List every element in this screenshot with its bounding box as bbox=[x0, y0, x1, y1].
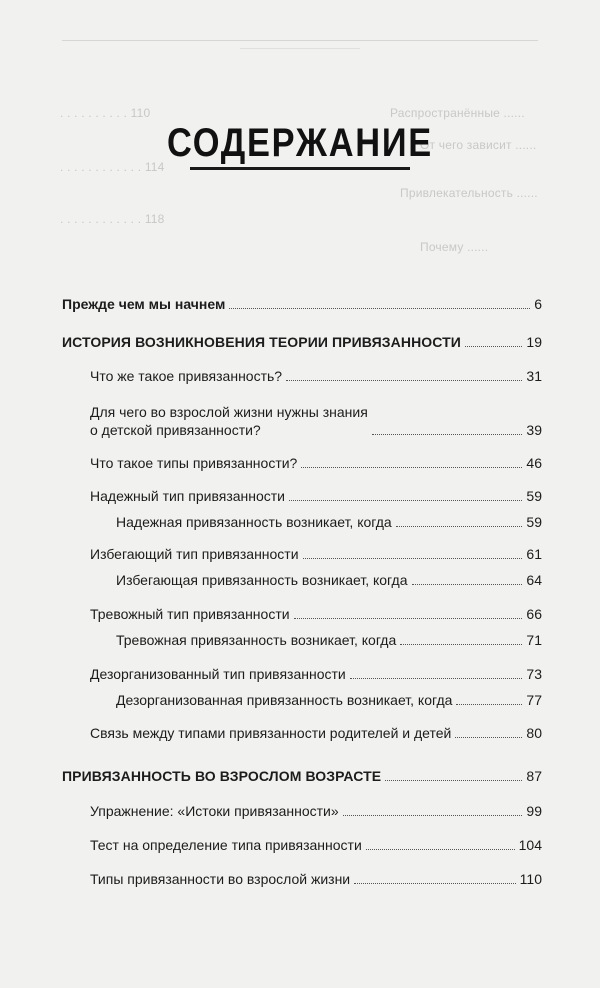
toc-entry-label: Упражнение: «Истоки привязанности» bbox=[90, 803, 339, 819]
toc-entry-page: 64 bbox=[526, 572, 542, 588]
toc-entry bbox=[116, 691, 542, 709]
toc-entry-label: Надежная привязанность возникает, когда bbox=[116, 514, 392, 530]
toc-entry bbox=[90, 665, 542, 683]
toc-entry bbox=[62, 767, 542, 785]
dot-leader bbox=[289, 499, 522, 501]
toc-entry-label: Избегающий тип привязанности bbox=[90, 546, 299, 562]
dot-leader bbox=[229, 307, 530, 309]
dot-leader bbox=[294, 617, 523, 619]
toc-entry-label: ИСТОРИЯ ВОЗНИКНОВЕНИЯ ТЕОРИИ ПРИВЯЗАННОСТИ bbox=[62, 334, 461, 350]
toc-entry bbox=[90, 870, 542, 888]
toc-entry-label: Прежде чем мы начнем bbox=[62, 296, 226, 312]
toc-entry-page: 39 bbox=[526, 422, 542, 438]
toc-entry bbox=[116, 513, 542, 531]
toc-entry bbox=[62, 295, 542, 313]
toc-entry-page: 77 bbox=[526, 692, 542, 708]
toc-entry bbox=[90, 454, 542, 472]
bleed-through-text: . . . . . . . . . . 110 bbox=[60, 106, 151, 120]
toc-entry-label bbox=[90, 403, 368, 439]
dot-leader bbox=[343, 814, 523, 816]
toc-entry-page: 46 bbox=[526, 455, 542, 471]
dot-leader bbox=[372, 433, 523, 435]
dot-leader bbox=[400, 643, 522, 645]
bleed-through-text: Привлекательность ...... bbox=[400, 186, 538, 200]
toc-entry-label: Тревожный тип привязанности bbox=[90, 606, 290, 622]
toc-entry bbox=[90, 545, 542, 563]
toc-entry bbox=[90, 802, 542, 820]
toc-entry bbox=[90, 403, 542, 439]
dot-leader bbox=[354, 882, 516, 884]
toc-entry-page: 59 bbox=[526, 488, 542, 504]
dot-leader bbox=[303, 557, 523, 559]
toc-entry-label-line: о детской привязанности? bbox=[90, 422, 261, 438]
dot-leader bbox=[286, 379, 522, 381]
dot-leader bbox=[350, 677, 523, 679]
dot-leader bbox=[385, 779, 522, 781]
toc-entry bbox=[62, 333, 542, 351]
top-rule bbox=[62, 40, 538, 41]
toc-entry-label: Тест на определение типа привязанности bbox=[90, 837, 362, 853]
page-title: СОДЕРЖАНИЕ bbox=[167, 120, 433, 165]
dot-leader bbox=[455, 736, 522, 738]
toc-entry-label-line: Для чего во взрослой жизни нужны знания bbox=[90, 404, 368, 420]
toc-entry bbox=[90, 487, 542, 505]
toc-entry bbox=[90, 605, 542, 623]
toc-entry-label: Избегающая привязанность возникает, когда bbox=[116, 572, 408, 588]
bleed-through-text: Почему ...... bbox=[420, 240, 489, 254]
dot-leader bbox=[412, 583, 523, 585]
bleed-through-text: . . . . . . . . . . . . 118 bbox=[60, 212, 165, 226]
bleed-through-text: . . . . . . . . . . . . 114 bbox=[60, 160, 165, 174]
top-rule-secondary bbox=[240, 48, 360, 49]
title-underline bbox=[190, 167, 410, 170]
toc-entry-page: 110 bbox=[519, 871, 542, 887]
toc-entry bbox=[90, 836, 542, 854]
toc-entry-page: 87 bbox=[526, 768, 542, 784]
toc-entry-page: 19 bbox=[526, 334, 542, 350]
toc-entry-page: 66 bbox=[526, 606, 542, 622]
dot-leader bbox=[396, 525, 523, 527]
toc-entry-label: Тревожная привязанность возникает, когда bbox=[116, 632, 397, 648]
toc-entry-label: Связь между типами привязанности родителей и детей bbox=[90, 725, 452, 741]
toc-entry bbox=[90, 724, 542, 742]
toc-entry-label: Что такое типы привязанности? bbox=[90, 455, 298, 471]
toc-entry-page: 73 bbox=[526, 666, 542, 682]
toc-entry-label: Дезорганизованная привязанность возникает, когда bbox=[116, 692, 453, 708]
dot-leader bbox=[456, 703, 522, 705]
toc-entry bbox=[116, 571, 542, 589]
dot-leader bbox=[366, 848, 515, 850]
toc-entry-label: ПРИВЯЗАННОСТЬ ВО ВЗРОСЛОМ ВОЗРАСТЕ bbox=[62, 768, 382, 784]
toc-entry-label: Дезорганизованный тип привязанности bbox=[90, 666, 346, 682]
bleed-through-text: От чего зависит ...... bbox=[420, 138, 537, 152]
toc-entry-page: 61 bbox=[526, 546, 542, 562]
toc-entry bbox=[116, 631, 542, 649]
dot-leader bbox=[301, 466, 522, 468]
toc-entry-page: 99 bbox=[526, 803, 542, 819]
toc-entry-label: Что же такое привязанность? bbox=[90, 368, 283, 384]
toc-entry-page: 104 bbox=[518, 837, 542, 853]
toc-entry-page: 31 bbox=[526, 368, 542, 384]
bleed-through-text: Распространённые ...... bbox=[390, 106, 525, 120]
toc-entry bbox=[90, 367, 542, 385]
toc-entry-page: 59 bbox=[526, 514, 542, 530]
toc-entry-label: Надежный тип привязанности bbox=[90, 488, 286, 504]
toc-entry-page: 6 bbox=[534, 296, 542, 312]
toc-entry-page: 71 bbox=[526, 632, 542, 648]
toc-entry-page: 80 bbox=[526, 725, 542, 741]
toc-entry-label: Типы привязанности во взрослой жизни bbox=[90, 871, 351, 887]
dot-leader bbox=[465, 345, 522, 347]
